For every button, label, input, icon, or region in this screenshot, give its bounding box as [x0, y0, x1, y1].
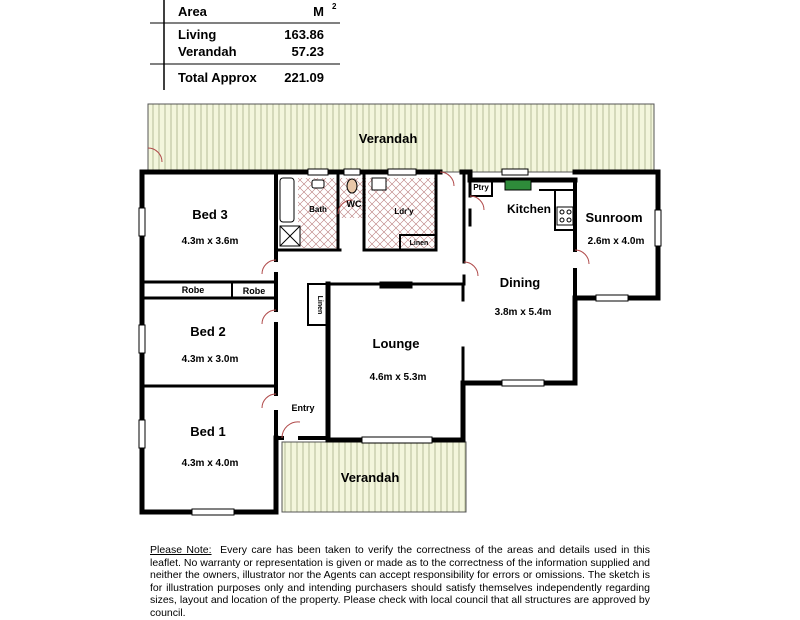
label-lounge: Lounge: [372, 336, 420, 351]
window-bed1-west: [139, 420, 145, 448]
size-sunroom: 2.6m x 4.0m: [587, 236, 645, 247]
door-swing: [262, 310, 276, 324]
window-sunroom-south: [596, 295, 628, 301]
label-linen-hall: Linen: [316, 295, 323, 315]
disclaimer-note: [150, 544, 650, 620]
label-bath: Bath: [309, 205, 327, 214]
area-total-label: Total Approx: [178, 70, 257, 85]
window-kitchen: [502, 169, 528, 175]
door-swing: [575, 250, 589, 264]
door-swing: [262, 260, 276, 274]
note-heading: Please Note:: [150, 544, 212, 556]
size-dining: 3.8m x 5.4m: [494, 307, 552, 318]
label-sunroom: Sunroom: [585, 210, 643, 225]
area-row-value: 57.23: [291, 44, 324, 59]
cooktop: [557, 207, 573, 225]
area-header-label: Area: [178, 4, 207, 19]
basin: [312, 180, 324, 188]
window-laundry: [388, 169, 416, 175]
label-laundry: Ldr'y: [394, 207, 414, 216]
label-linen-laundry: Linen: [409, 240, 429, 247]
window-dining: [502, 380, 544, 386]
label-robe-1: Robe: [181, 285, 205, 295]
window-sunroom-east: [655, 210, 661, 246]
toilet: [347, 179, 357, 193]
label-bed2: Bed 2: [190, 324, 226, 339]
outer-wall-sunroom: [575, 172, 658, 298]
area-row-label: Living: [178, 27, 217, 42]
window-wc: [344, 169, 360, 175]
cooktop-burner: [560, 210, 564, 214]
area-row-label: Verandah: [178, 44, 237, 59]
area-total-value: 221.09: [284, 70, 324, 85]
label-kitchen: Kitchen: [506, 202, 552, 216]
laundry-trough: [372, 178, 386, 190]
window-bed2: [139, 325, 145, 353]
door-swing-entry: [282, 422, 300, 438]
size-lounge: 4.6m x 5.3m: [369, 372, 427, 383]
cooktop-burner: [567, 210, 571, 214]
label-entry: Entry: [291, 403, 315, 413]
cooktop-burner: [560, 218, 564, 222]
note-text: Every care has been taken to verify the correctness of the areas and details used in this leaflet. No warranty or representation is given or made as to the correctness of the information supplied and neither the owners, illustrator nor the Agents can accept responsibility for errors or omissions. The sketch is for illustration purposes only and intending purchasers should satisfy themselves independently regarding sizes, layout and location of the property. Please check with local council that all structures are approved by council.: [150, 544, 650, 619]
fireplace: [380, 282, 412, 288]
size-bed2: 4.3m x 3.0m: [181, 354, 239, 365]
label-verandah-bottom: Verandah: [340, 470, 400, 485]
cooktop-burner: [567, 218, 571, 222]
door-swing: [262, 394, 276, 408]
size-bed1: 4.3m x 4.0m: [181, 458, 239, 469]
window-bed1-south: [192, 509, 234, 515]
area-row-value: 163.86: [284, 27, 324, 42]
bathtub: [280, 178, 294, 222]
label-bed1: Bed 1: [190, 424, 226, 439]
label-robe-2: Robe: [242, 286, 266, 296]
label-pantry: Ptry: [473, 183, 489, 192]
window-bath: [308, 169, 328, 175]
window-bed3: [139, 208, 145, 236]
size-bed3: 4.3m x 3.6m: [181, 236, 239, 247]
label-verandah-top: Verandah: [358, 131, 418, 146]
label-bed3: Bed 3: [192, 207, 228, 222]
area-header-unit: M: [313, 4, 324, 19]
door-swing: [470, 196, 484, 210]
area-unit-superscript: 2: [332, 2, 337, 11]
door-swing: [464, 262, 478, 276]
kitchen-sink: [505, 180, 531, 190]
window-lounge: [362, 437, 432, 443]
label-dining: Dining: [499, 275, 541, 290]
label-wc: WC: [346, 199, 362, 209]
